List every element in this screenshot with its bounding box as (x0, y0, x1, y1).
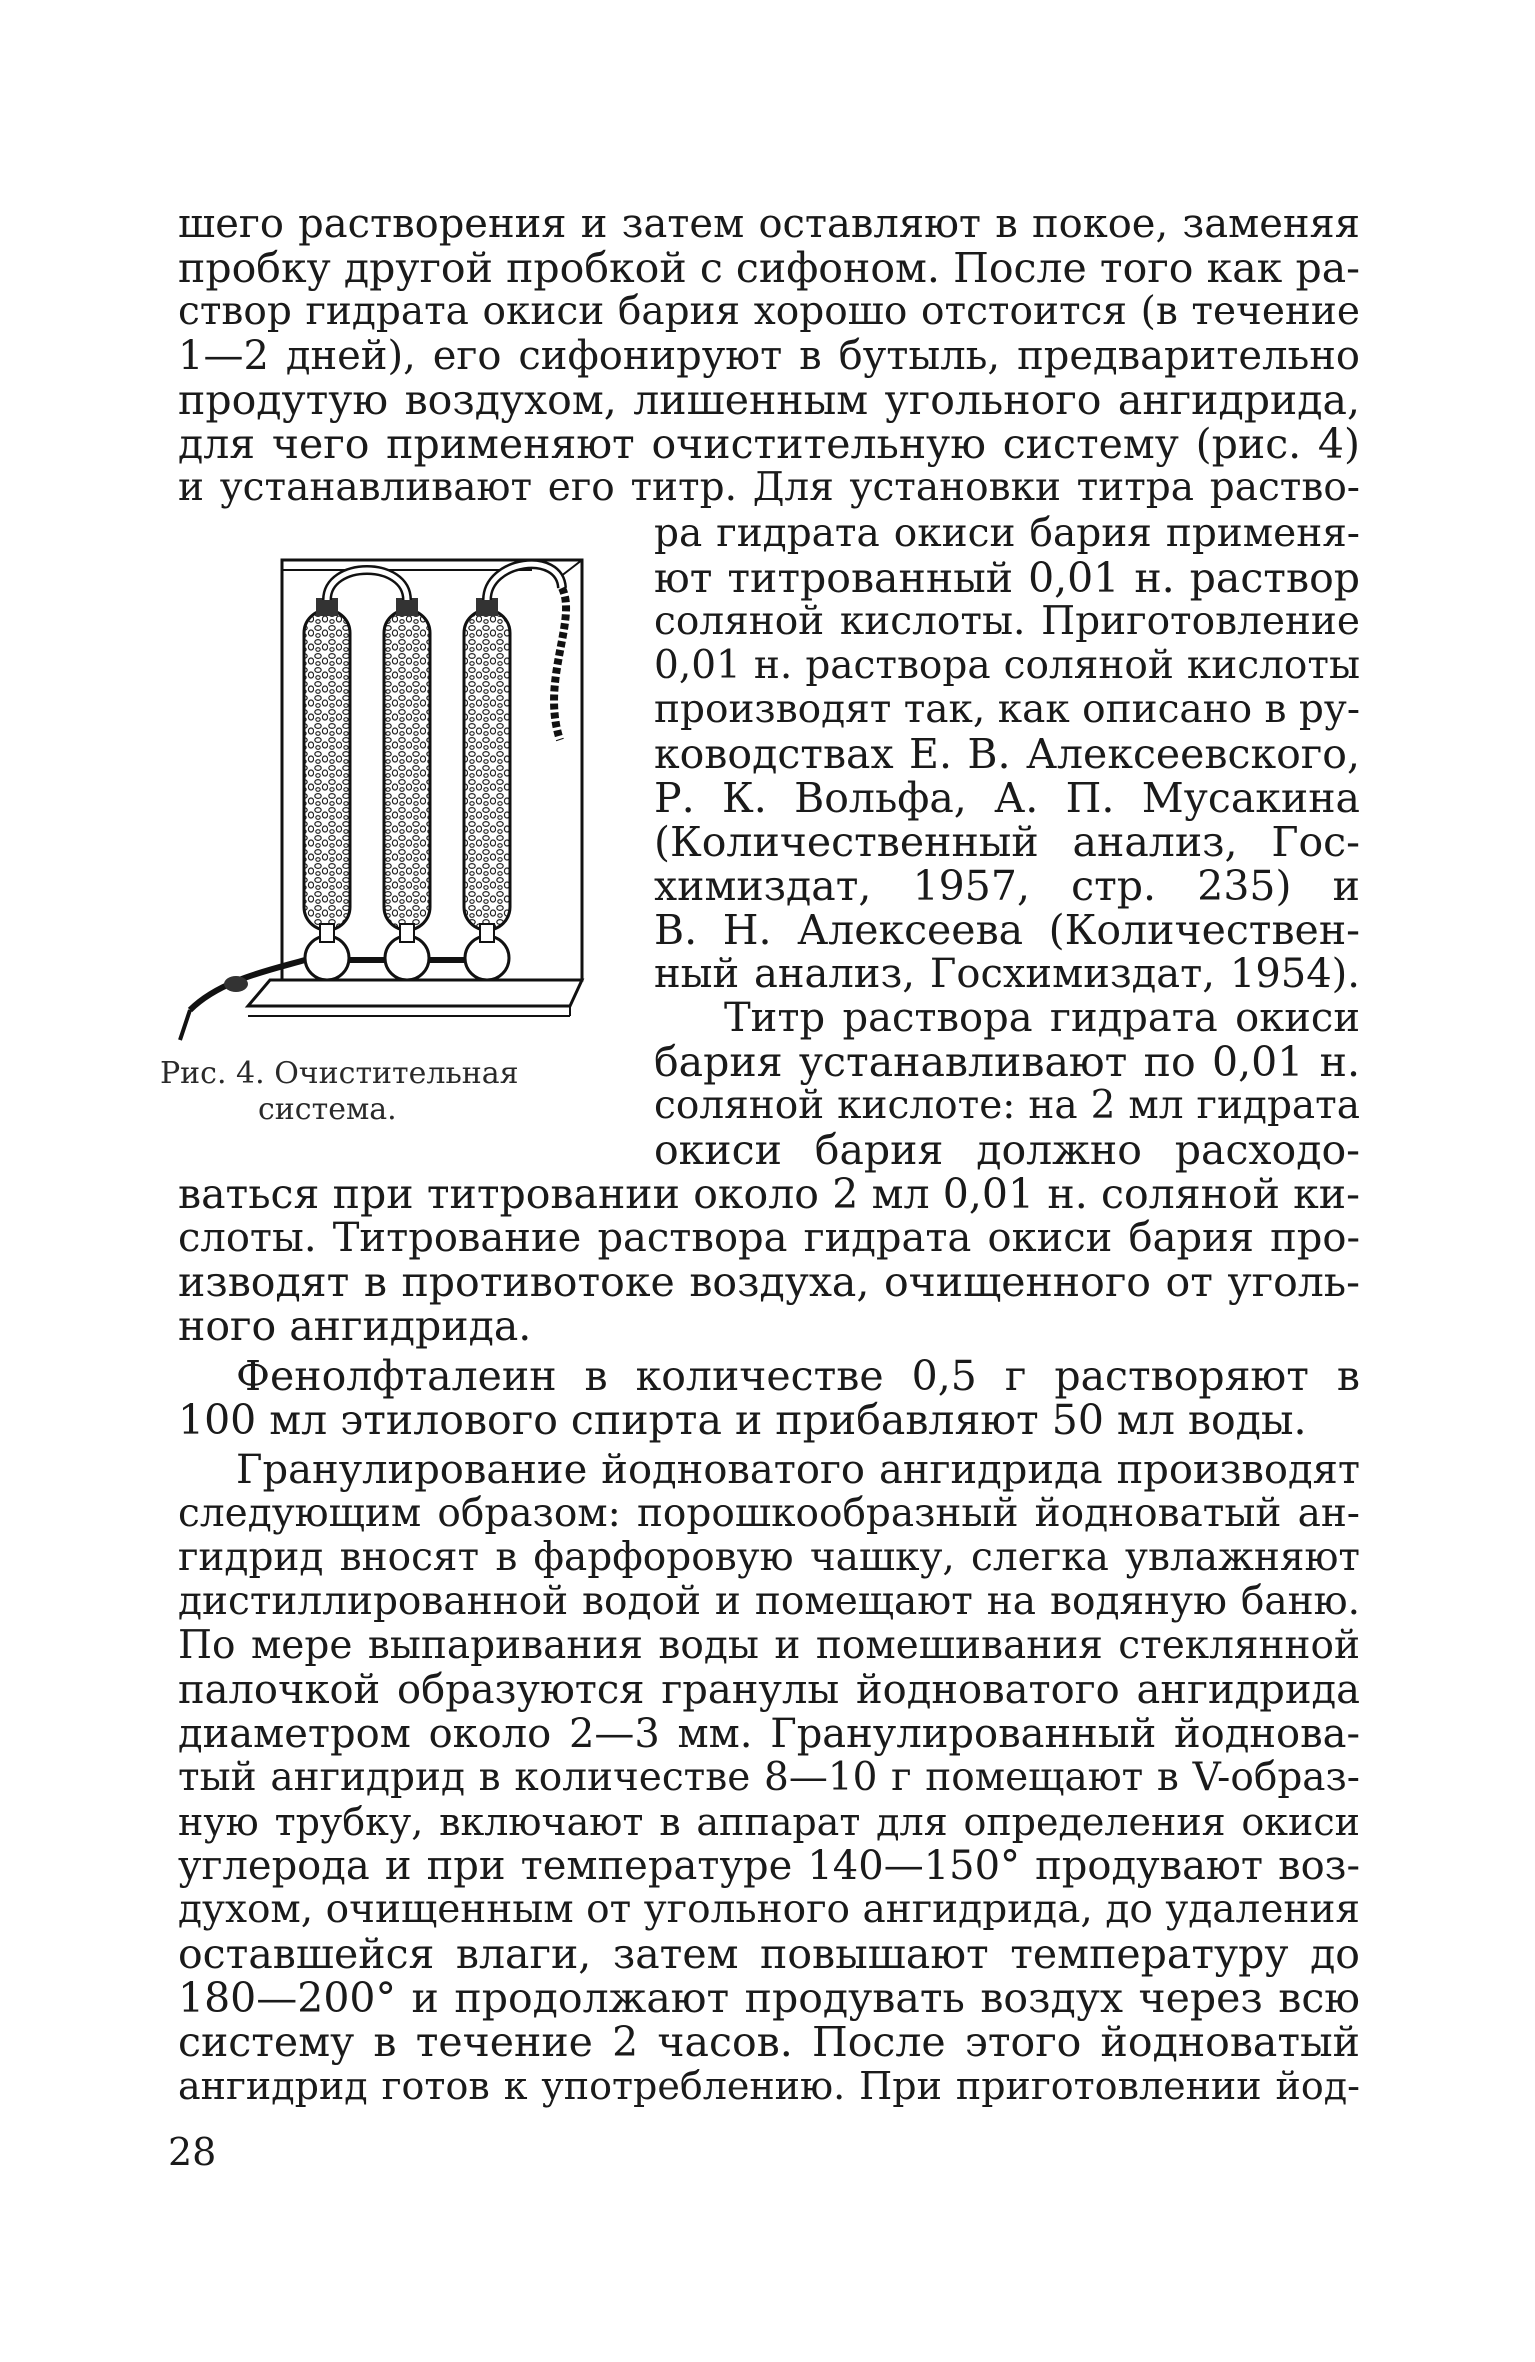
text-line: химиздат, 1957, стр. 235) и (654, 862, 1360, 910)
text-line: соляной кислоте: на 2 мл гидрата (654, 1083, 1360, 1128)
text-line: оставшейся влаги, затем повышают температуру до (178, 1930, 1360, 1978)
text-line: ководствах Е. В. Алексеевского, (654, 730, 1360, 778)
text-line: ют титрованный 0,01 н. раствор (654, 554, 1360, 602)
text-line: бария устанавливают по 0,01 н. (654, 1038, 1360, 1086)
text-line: ную трубку, включают в аппарат для определения окиси (178, 1800, 1360, 1844)
text-line: дистиллированной водой и помещают на водяную баню. (178, 1579, 1360, 1624)
text-line: производят так, как описано в ру- (654, 687, 1360, 732)
text-line: тый ангидрид в количестве 8—10 г помещают в V-образ- (178, 1755, 1360, 1800)
text-line: углерода и при температуре 140—150° продувают воз- (178, 1843, 1360, 1889)
text-line: ный анализ, Госхимиздат, 1954). (654, 951, 1360, 997)
text-line: пробку другой пробкой с сифоном. После того как ра- (178, 244, 1360, 292)
text-line: систему в течение 2 часов. После этого йодноватый (178, 2018, 1360, 2066)
text-line: окиси бария должно расходо- (654, 1126, 1360, 1174)
text-line: духом, очищенным от угольного ангидрида, до удаления (178, 1887, 1360, 1932)
text-line: продутую воздухом, лишенным угольного ангидрида, (178, 376, 1360, 424)
text-line: ного ангидрида. (178, 1302, 532, 1350)
text-line: ваться при титровании около 2 мл 0,01 н. соляной ки- (178, 1170, 1360, 1218)
text-line: 0,01 н. раствора соляной кислоты (654, 643, 1360, 688)
text-line: для чего применяют очистительную систему (рис. 4) (178, 420, 1360, 468)
text-line: Р. К. Вольфа, А. П. Мусакина (654, 774, 1360, 822)
text-line: В. Н. Алексеева (Количествен- (654, 906, 1360, 954)
page-number: 28 (168, 2130, 217, 2174)
text-line: 100 мл этилового спирта и прибавляют 50 мл воды. (178, 1396, 1307, 1444)
text-line: гидрид вносят в фарфоровую чашку, слегка увлажняют (178, 1535, 1360, 1580)
text-line: слоты. Титрование раствора гидрата окиси бария про- (178, 1215, 1360, 1261)
text-line: диаметром около 2—3 мм. Гранулированный йоднова- (178, 1711, 1360, 1757)
text-line: палочкой образуются гранулы йодноватого ангидрида (178, 1667, 1360, 1713)
figure-caption-continuation: система. (258, 1092, 397, 1127)
text-line: и устанавливают его титр. Для установки титра раство- (178, 465, 1360, 510)
text-line: Титр раствора гидрата окиси (724, 995, 1360, 1041)
text-line: изводят в противотоке воздуха, очищенного от уголь- (178, 1258, 1360, 1306)
text-line: ангидрид готов к употреблению. При приготовлении йод- (178, 2064, 1360, 2108)
text-line: створ гидрата окиси бария хорошо отстоится (в течение (178, 289, 1360, 334)
text-line: шего растворения и затем оставляют в покое, заменяя (178, 201, 1360, 247)
text-line: 180—200° и продолжают продувать воздух через всю (178, 1974, 1360, 2022)
figure-caption: Рис. 4. Очистительная (160, 1056, 519, 1091)
text-line: (Количественный анализ, Гос- (654, 818, 1360, 866)
figure-purification-system (160, 540, 620, 1060)
purification-apparatus-illustration (160, 540, 620, 1060)
text-line: 1—2 дней), его сифонируют в бутыль, предварительно (178, 333, 1360, 379)
text-line: соляной кислоты. Приготовление (654, 599, 1360, 644)
text-line: Гранулирование йодноватого ангидрида производят (236, 1447, 1360, 1493)
text-line: следующим образом: порошкообразный йодноватый ан- (178, 1491, 1360, 1536)
text-line: ра гидрата окиси бария применя- (654, 511, 1360, 556)
text-line: Фенолфталеин в количестве 0,5 г растворяют в (236, 1352, 1360, 1400)
text-line: По мере выпаривания воды и помешивания стеклянной (178, 1623, 1360, 1668)
